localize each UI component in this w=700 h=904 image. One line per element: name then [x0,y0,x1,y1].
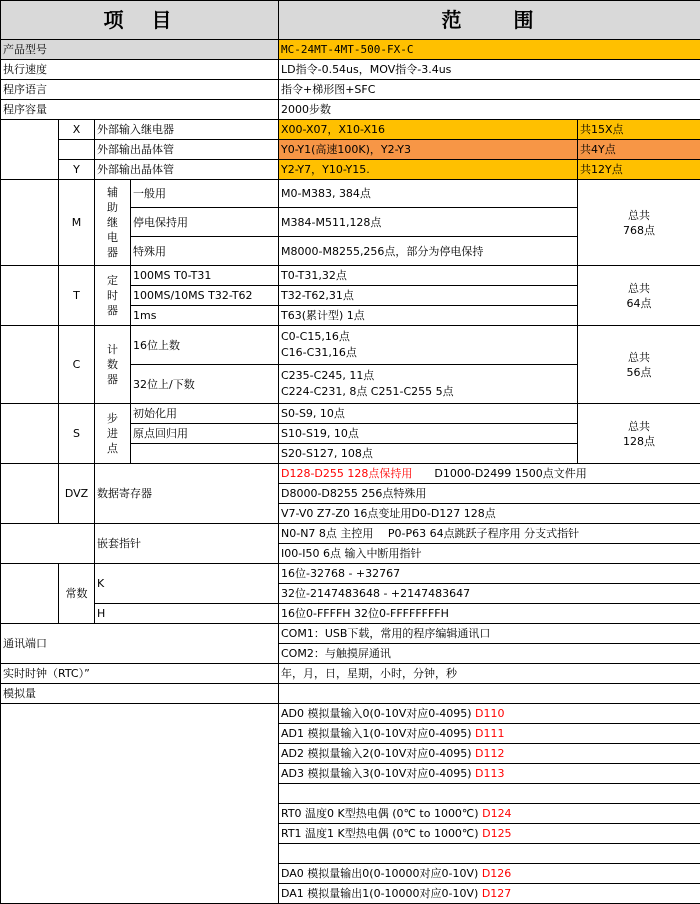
da-1-reg: D127 [482,887,511,900]
t-range-1: T32-T62,31点 [279,286,578,306]
d-name: 数据寄存器 [95,464,279,524]
rt-0-reg: D124 [482,807,511,820]
c-range-0a: C0-C15,16点 [281,329,575,345]
rt-1-text: RT1 温度1 K型热电偶 (0℃ to 1000℃) [281,827,479,840]
ptr-name: 嵌套指针 [95,524,279,564]
ad-0-text: AD0 模拟量输入0(0-10V对应0-4095) [281,707,472,720]
s-item-0: 初始化用 [131,404,279,424]
s-item-1: 原点回归用 [131,424,279,444]
m-total: 总共 768点 [578,180,700,266]
model-value: MC-24MT-4MT-500-FX-C [279,40,700,60]
x-total: 共15X点 [578,120,700,140]
da-0-reg: D126 [482,867,511,880]
s-blank [1,404,59,464]
m-group-text: 辅助继电器 [106,185,119,260]
ad-3-reg: D113 [475,767,504,780]
s-code: S [59,404,95,464]
m-blank [1,180,59,266]
ptr-line1: N0-N7 8点 主控用 P0-P63 64点跳跃子程序用 分支式指针 [279,524,700,544]
da-0-text: DA0 模拟量输出0(0-10000对应0-10V) [281,867,478,880]
const-k: K [95,564,279,604]
c-range-1b: C224-C231, 8点 C251-C255 5点 [281,384,575,400]
io-blank [1,120,59,180]
const-blank [1,564,59,624]
da-1-text: DA1 模拟量输出1(0-10000对应0-10V) [281,887,478,900]
d-line2: D8000-D8255 256点特殊用 [279,484,700,504]
comm-line1: COM1：USB下载，常用的程序编辑通讯口 [279,624,700,644]
x-name: 外部输入继电器 [95,120,279,140]
lang-value: 指令+梯形图+SFC [279,80,700,100]
m-item-2: 特殊用 [131,237,279,266]
t-code: T [59,266,95,326]
m-range-0: M0-M383, 384点 [279,180,578,208]
t-group [95,266,131,326]
d-line1-rest: D1000-D2499 1500点文件用 [412,467,586,480]
c-item-1: 32位上/下数 [131,365,279,404]
s-group-text: 步进点 [106,411,119,456]
ad-0-reg: D110 [475,707,504,720]
const-h: H [95,604,279,624]
c-range-1a: C235-C245, 11点 [281,368,575,384]
c-range-1 [279,365,578,404]
c-range-0b: C16-C31,16点 [281,345,575,361]
model-label: 产品型号 [1,40,279,60]
ad-3-text: AD3 模拟量输入3(0-10V对应0-4095) [281,767,472,780]
const-k2: 32位-2147483648 - +2147483647 [279,584,700,604]
m-item-1: 停电保持用 [131,208,279,237]
ad-3 [279,764,700,784]
d-code: DVZ [59,464,95,524]
analog-blank-row-2 [279,844,700,864]
rt-0 [279,804,700,824]
m-group [95,180,131,266]
capacity-label: 程序容量 [1,100,279,120]
c-range-0 [279,326,578,365]
t-blank [1,266,59,326]
header-range: 范 围 [279,1,700,40]
d-line1 [279,464,700,484]
const-h1: 16位0-FFFFH 32位0-FFFFFFFFH [279,604,700,624]
ad-2-text: AD2 模拟量输入2(0-10V对应0-4095) [281,747,472,760]
yh-total: 共4Y点 [578,140,700,160]
m-code: M [59,180,95,266]
ptr-line2: I00-I50 6点 输入中断用指针 [279,544,700,564]
m-range-1: M384-M511,128点 [279,208,578,237]
s-range-1: S10-S19, 10点 [279,424,578,444]
y-range: Y2-Y7，Y10-Y15. [279,160,578,180]
t-range-2: T63(累计型) 1点 [279,306,578,326]
ptr-blank [1,524,95,564]
x-code: X [59,120,95,140]
c-total: 总共 56点 [578,326,700,404]
rtc-label: 实时时钟（RTC）” [1,664,279,684]
ad-1-text: AD1 模拟量输入1(0-10V对应0-4095) [281,727,472,740]
s-group [95,404,131,464]
comm-line2: COM2：与触摸屏通讯 [279,644,700,664]
lang-label: 程序语言 [1,80,279,100]
analog-blank-row-1 [279,784,700,804]
ad-1 [279,724,700,744]
y-name: 外部输出晶体管 [95,160,279,180]
const-k1: 16位-32768 - +32767 [279,564,700,584]
rt-1 [279,824,700,844]
speed-label: 执行速度 [1,60,279,80]
header-item: 项 目 [1,1,279,40]
s-total: 总共 128点 [578,404,700,464]
yh-name: 外部输出晶体管 [95,140,279,160]
c-group [95,326,131,404]
rt-1-reg: D125 [482,827,511,840]
da-0 [279,864,700,884]
capacity-value: 2000步数 [279,100,700,120]
ad-1-reg: D111 [475,727,504,740]
speed-value: LD指令-0.54us，MOV指令-3.4us [279,60,700,80]
s-item-2 [131,444,279,464]
s-range-0: S0-S9, 10点 [279,404,578,424]
analog-top-blank [279,684,700,704]
c-item-0: 16位上数 [131,326,279,365]
d-blank [1,464,59,524]
const-name: 常数 [59,564,95,624]
rt-0-text: RT0 温度0 K型热电偶 (0℃ to 1000℃) [281,807,479,820]
ad-0 [279,704,700,724]
rtc-value: 年，月，日，星期，小时，分钟，秒 [279,664,700,684]
s-range-2: S20-S127, 108点 [279,444,578,464]
c-blank [1,326,59,404]
m-range-2: M8000-M8255,256点，部分为停电保持 [279,237,578,266]
t-item-1: 100MS/10MS T32-T62 [131,286,279,306]
t-item-0: 100MS T0-T31 [131,266,279,286]
y-code: Y [59,160,95,180]
d-line3: V7-V0 Z7-Z0 16点变址用D0-D127 128点 [279,504,700,524]
yh-range: Y0-Y1(高速100K)，Y2-Y3 [279,140,578,160]
da-1 [279,884,700,904]
yh-code [59,140,95,160]
ad-2-reg: D112 [475,747,504,760]
y-total: 共12Y点 [578,160,700,180]
comm-label: 通讯端口 [1,624,279,664]
c-code: C [59,326,95,404]
t-total: 总共 64点 [578,266,700,326]
analog-label: 模拟量 [1,684,279,704]
analog-blank [1,704,279,904]
t-item-2: 1ms [131,306,279,326]
x-range: X00-X07，X10-X16 [279,120,578,140]
t-range-0: T0-T31,32点 [279,266,578,286]
d-line1-red: D128-D255 128点保持用 [281,467,412,480]
t-group-text: 定时器 [106,273,119,318]
ad-2 [279,744,700,764]
m-item-0: 一般用 [131,180,279,208]
c-group-text: 计数器 [106,342,119,387]
